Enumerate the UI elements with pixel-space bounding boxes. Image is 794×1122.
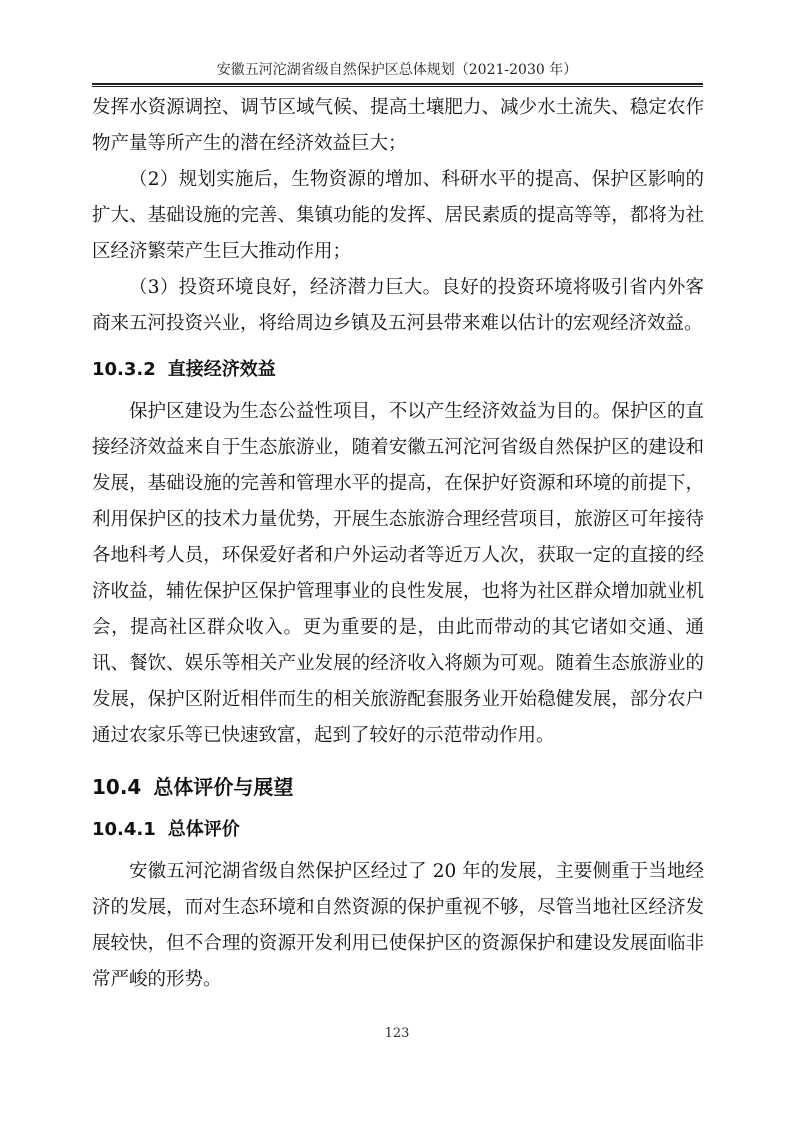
paragraph-item-2: （2）规划实施后，生物资源的增加、科研水平的提高、保护区影响的扩大、基础设施的完善、集镇功能的发挥、居民素质的提高等等，都将为社区经济繁荣产生巨大推动作用；	[92, 169, 704, 262]
section-number: 10.4.1	[92, 819, 156, 840]
page-body	[92, 90, 704, 998]
paragraph-direct-benefits: 保护区建设为生态公益性项目，不以产生经济效益为目的。保护区的直接经济效益来自于生态旅游业，随着安徽五河沱河省级自然保护区的建设和发展，基础设施的完善和管理水平的提高，在保护好资源和环境的前提下，利用保护区的技术力量优势，开展生态旅游合理经营项目，旅游区可年接待各地科考人员，环保爱好者和户外运动者等近万人次，获取一定的直接的经济收益，辅佐保护区保护管理事业的良性发展，也将为社区群众增加就业机会，提高社区群众收入。更为重要的是，由此而带动的其它诸如交通、通讯、餐饮、娱乐等相关产业发展的经济收入将颇为可观。随着生态旅游业的发展，保护区附近相伴而生的相关旅游配套服务业开始稳健发展，部分农户通过农家乐等已快速致富，起到了较好的示范带动作用。	[92, 401, 704, 746]
running-header: 安徽五河沱湖省级自然保护区总体规划（2021-2030 年）	[216, 62, 578, 78]
page-number: 123	[384, 1026, 410, 1041]
section-heading-10-3-2	[92, 358, 704, 382]
section-title: 总体评价与展望	[153, 775, 294, 799]
section-heading-10-4-1	[92, 818, 704, 842]
section-heading-10-4	[92, 774, 704, 800]
section-number: 10.4	[92, 775, 142, 799]
section-title: 总体评价	[167, 819, 240, 840]
header-rule	[92, 83, 703, 85]
paragraph-item-3: （3）投资环境良好，经济潜力巨大。良好的投资环境将吸引省内外客商来五河投资兴业，将给周边乡镇及五河县带来难以估计的宏观经济效益。	[92, 277, 704, 334]
header-rule-thin	[92, 86, 703, 87]
paragraph-continued: 发挥水资源调控、调节区域气候、提高土壤肥力、减少水土流失、稳定农作物产量等所产生的潜在经济效益巨大；	[92, 97, 704, 154]
paragraph-overall-evaluation: 安徽五河沱湖省级自然保护区经过了 20 年的发展，主要侧重于当地经济的发展，而对生态环境和自然资源的保护重视不够，尽管当地社区经济发展较快，但不合理的资源开发利用已使保护区的资源保护和建设发展面临非常严峻的形势。	[92, 861, 704, 990]
section-number: 10.3.2	[92, 359, 156, 380]
section-title: 直接经济效益	[167, 359, 276, 380]
